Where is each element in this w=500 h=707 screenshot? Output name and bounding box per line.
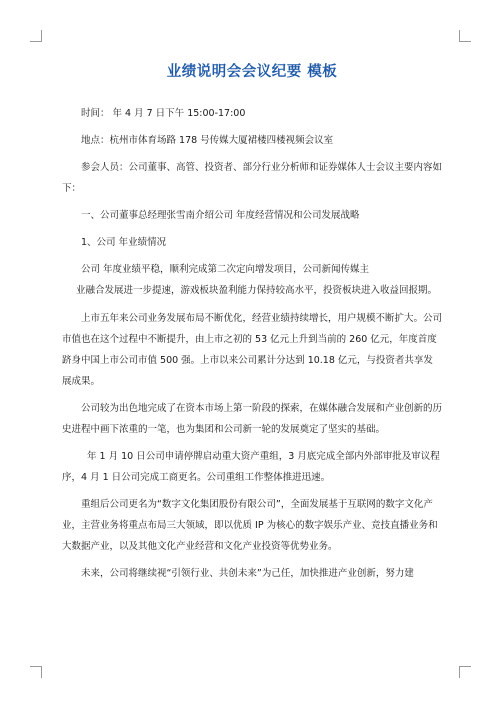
crop-mark-bottom-left xyxy=(30,666,42,678)
document-body xyxy=(62,103,442,584)
meeting-attendees: 参会人员：公司董事、高管、投资者、部分行业分析师和证券媒体人士会议主要内容如下： xyxy=(62,162,443,194)
paragraph: 重组后公司更名为“数字文化集团股份有限公司”，全面发展基于互联网的数字文化产业，主营业务将重点布局三大领域，即以优质 IP 为核心的数字娱乐产业、竞技直播业务和大数据产业，以及其他文化产业经营和文化产业投资等优势业务。 xyxy=(62,499,438,552)
paragraph: 业融合发展进一步提速，游戏板块盈利能力保持较高水平，投资板块进入收益回报期。 xyxy=(76,285,438,296)
meeting-time: 时间： 年 4 月 7 日下午 15:00-17:00 xyxy=(81,108,246,119)
paragraph: 公司较为出色地完成了在资本市场上第一阶段的探索，在媒体融合发展和产业创新的历史进程中画下浓重的一笔，也为集团和公司新一轮的发展奠定了坚实的基础。 xyxy=(62,403,443,435)
meeting-location: 地点：杭州市体育场路 178 号传媒大厦裙楼四楼视频会议室 xyxy=(81,135,334,146)
document-title: 业绩说明会会议纪要 模板 xyxy=(166,64,338,80)
paragraph: 上市五年来公司业务发展布局不断优化，经营业绩持续增长，用户规模不断扩大。公司市值也在这个过程中不断提升，由上市之初的 53 亿元上升到当前的 260 亿元，年度首度跻身中国上市公司市值 500 强。上市以来公司累计分达到 10.18 亿元，与投资者共享发展成果。 xyxy=(62,313,443,387)
paragraph: 年 1 月 10 日公司申请停牌启动重大资产重组，3 月底完成全部内外部审批及审议程序，4 月 1 日公司完成工商更名。公司重组工作整体推进迅速。 xyxy=(62,451,440,483)
section-heading: 一、公司董事总经理张雪南介绍公司 年度经营情况和公司发展战略 xyxy=(81,210,360,221)
crop-mark-top-left xyxy=(30,30,42,42)
subsection-heading: 1、公司 年业绩情况 xyxy=(81,237,167,248)
crop-mark-bottom-right xyxy=(459,666,471,678)
paragraph: 未来，公司将继续视“引领行业、共创未来”为己任，加快推进产业创新，努力建 xyxy=(81,568,414,579)
crop-mark-top-right xyxy=(459,30,471,42)
paragraph: 公司 年度业绩平稳，顺利完成第二次定向增发项目，公司新闻传媒主 xyxy=(81,264,370,275)
document-page xyxy=(62,62,442,584)
